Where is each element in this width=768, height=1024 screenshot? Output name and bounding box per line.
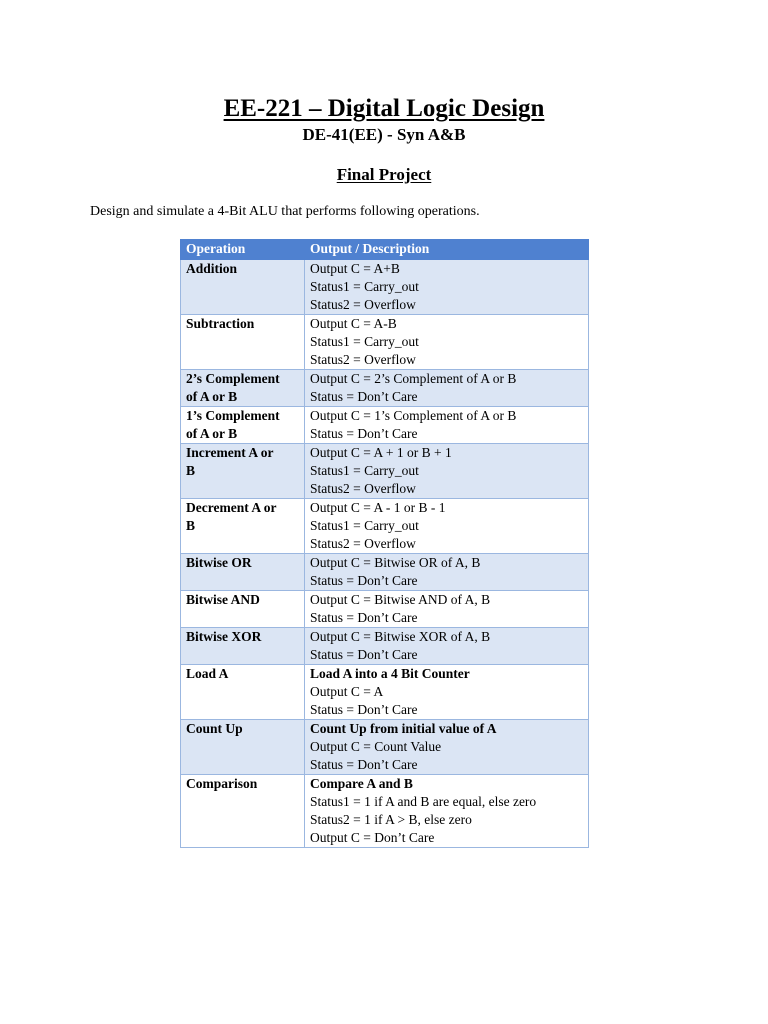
table-row xyxy=(181,628,589,665)
operation-cell xyxy=(181,370,305,407)
description-line: Status = Don’t Care xyxy=(310,389,418,404)
operation-name-line: Decrement A or xyxy=(186,500,277,515)
operation-cell xyxy=(181,554,305,591)
description-line: Output C = 1’s Complement of A or B xyxy=(310,408,517,423)
operation-name-line: of A or B xyxy=(186,426,238,441)
operation-cell xyxy=(181,665,305,720)
table-row xyxy=(181,499,589,554)
operation-name-line: Increment A or xyxy=(186,445,274,460)
operation-cell xyxy=(181,315,305,370)
operation-name-line: 1’s Complement xyxy=(186,408,280,423)
document-title: EE-221 – Digital Logic Design xyxy=(223,95,545,122)
table-row xyxy=(181,775,589,848)
description-line: Status = Don’t Care xyxy=(310,702,418,717)
operation-cell xyxy=(181,407,305,444)
description-line: Status1 = Carry_out xyxy=(310,463,419,478)
description-line: Status2 = 1 if A > B, else zero xyxy=(310,812,472,827)
description-line: Count Up from initial value of A xyxy=(310,721,497,736)
description-cell xyxy=(305,591,589,628)
description-line: Output C = A-B xyxy=(310,316,397,331)
operation-name-line: Bitwise OR xyxy=(186,555,252,570)
description-cell xyxy=(305,260,589,315)
operation-cell xyxy=(181,775,305,848)
description-cell xyxy=(305,720,589,775)
description-cell xyxy=(305,370,589,407)
operation-name-line: B xyxy=(186,463,196,478)
description-line: Status2 = Overflow xyxy=(310,536,416,551)
description-line: Compare A and B xyxy=(310,776,413,791)
description-line: Status = Don’t Care xyxy=(310,610,418,625)
description-line: Status = Don’t Care xyxy=(310,757,418,772)
operation-name-line: Bitwise AND xyxy=(186,592,260,607)
intro-paragraph: Design and simulate a 4-Bit ALU that performs following operations. xyxy=(90,204,480,219)
table-row xyxy=(181,370,589,407)
operation-name-line: Load A xyxy=(186,666,229,681)
operation-name-line: of A or B xyxy=(186,389,238,404)
description-line: Output C = Bitwise AND of A, B xyxy=(310,592,491,607)
description-line: Output C = Don’t Care xyxy=(310,830,435,845)
table-row xyxy=(181,260,589,315)
description-cell xyxy=(305,444,589,499)
description-line: Status = Don’t Care xyxy=(310,426,418,441)
description-line: Output C = A + 1 or B + 1 xyxy=(310,445,452,460)
table-row xyxy=(181,407,589,444)
table-row xyxy=(181,665,589,720)
column-header-operation: Operation xyxy=(181,240,305,260)
description-line: Status = Don’t Care xyxy=(310,647,418,662)
description-cell xyxy=(305,499,589,554)
column-header-output: Output / Description xyxy=(305,240,589,260)
table-header-row xyxy=(181,240,589,260)
description-line: Status1 = Carry_out xyxy=(310,334,419,349)
description-line: Output C = Count Value xyxy=(310,739,442,754)
operations-table xyxy=(180,239,589,848)
operation-cell xyxy=(181,444,305,499)
table-row xyxy=(181,720,589,775)
description-line: Output C = A xyxy=(310,684,384,699)
description-line: Load A into a 4 Bit Counter xyxy=(310,666,470,681)
description-cell xyxy=(305,775,589,848)
operation-name-line: Addition xyxy=(186,261,238,276)
description-cell xyxy=(305,665,589,720)
description-line: Status = Don’t Care xyxy=(310,573,418,588)
description-cell xyxy=(305,554,589,591)
description-line: Output C = Bitwise OR of A, B xyxy=(310,555,481,570)
description-cell xyxy=(305,407,589,444)
description-line: Status2 = Overflow xyxy=(310,297,416,312)
operation-name-line: Subtraction xyxy=(186,316,255,331)
table-row xyxy=(181,554,589,591)
operation-name-line: Bitwise XOR xyxy=(186,629,262,644)
table-row xyxy=(181,591,589,628)
description-line: Status1 = Carry_out xyxy=(310,279,419,294)
table-body xyxy=(181,260,589,848)
operation-name-line: 2’s Complement xyxy=(186,371,280,386)
table-row xyxy=(181,315,589,370)
description-line: Output C = Bitwise XOR of A, B xyxy=(310,629,491,644)
description-line: Output C = 2’s Complement of A or B xyxy=(310,371,517,386)
description-line: Output C = A+B xyxy=(310,261,400,276)
operation-name-line: Count Up xyxy=(186,721,243,736)
document-subtitle: DE-41(EE) - Syn A&B xyxy=(302,125,466,144)
operation-cell xyxy=(181,720,305,775)
description-cell xyxy=(305,628,589,665)
description-line: Output C = A - 1 or B - 1 xyxy=(310,500,446,515)
description-line: Status1 = Carry_out xyxy=(310,518,419,533)
operation-cell xyxy=(181,591,305,628)
description-line: Status1 = 1 if A and B are equal, else zero xyxy=(310,794,537,809)
description-line: Status2 = Overflow xyxy=(310,481,416,496)
operation-cell xyxy=(181,499,305,554)
description-line: Status2 = Overflow xyxy=(310,352,416,367)
section-heading: Final Project xyxy=(336,165,432,184)
table-row xyxy=(181,444,589,499)
operation-name-line: Comparison xyxy=(186,776,258,791)
operation-name-line: B xyxy=(186,518,196,533)
operation-cell xyxy=(181,628,305,665)
description-cell xyxy=(305,315,589,370)
operation-cell xyxy=(181,260,305,315)
